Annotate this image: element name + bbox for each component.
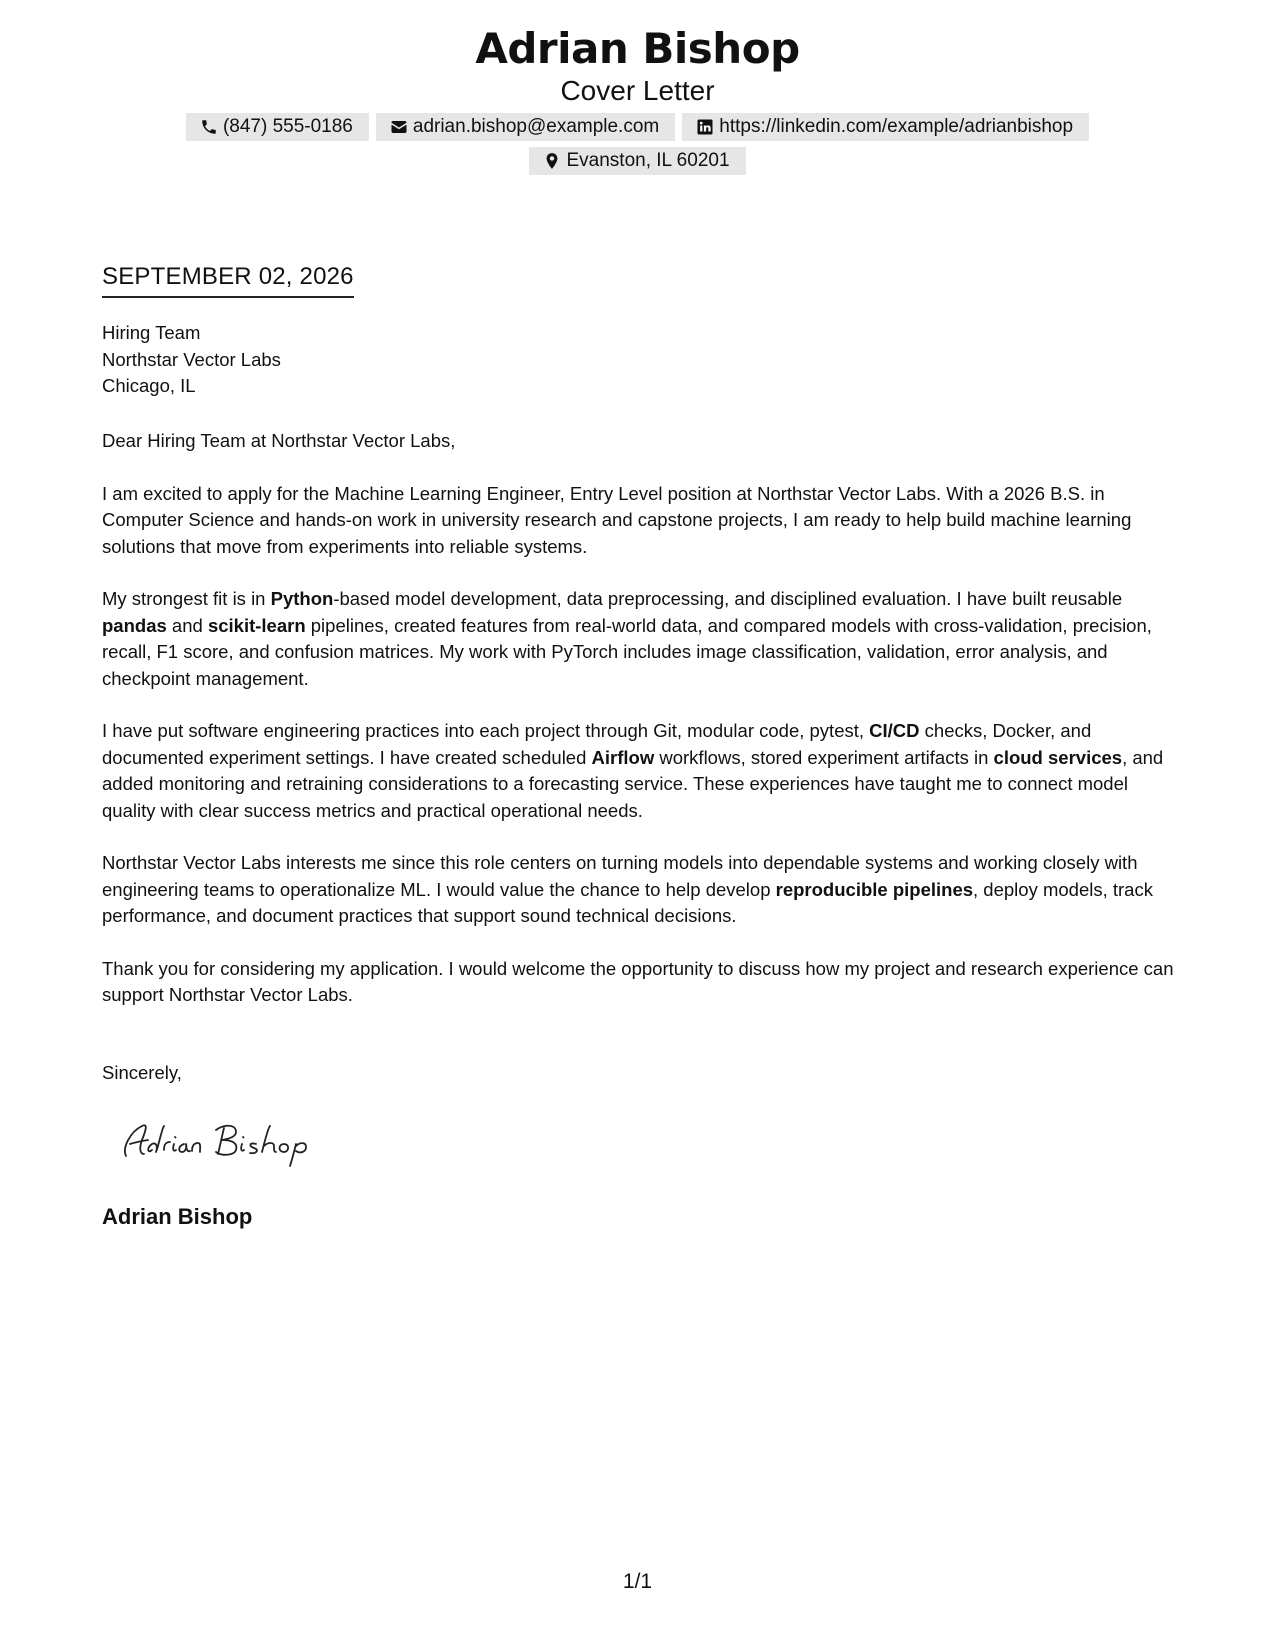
text-run: , deploy models, track performance, and document practices that support sound technical decisions. bbox=[102, 878, 1153, 926]
document-subtitle: Cover Letter bbox=[560, 75, 715, 106]
handwritten-signature bbox=[112, 1110, 352, 1170]
recipient-line: Northstar Vector Labs bbox=[102, 348, 281, 370]
linkedin-icon bbox=[696, 118, 714, 136]
text-run: checks, Docker, and documented experiment settings. I have created scheduled bbox=[102, 720, 1092, 768]
letter-body bbox=[102, 428, 1182, 1035]
keyword: CI/CD bbox=[869, 720, 920, 741]
closing: Sincerely, bbox=[102, 1062, 182, 1083]
contact-location-text: Evanston, IL 60201 bbox=[566, 150, 730, 171]
contact-email-text: adrian.bishop@example.com bbox=[412, 116, 660, 137]
letter-header bbox=[0, 22, 1275, 108]
recipient-line: Hiring Team bbox=[102, 322, 201, 343]
text-run: , and added monitoring and retraining considerations to a forecasting service. These experiences have taught me to connect model quality with clear success metrics and practical operational needs. bbox=[102, 746, 1164, 821]
text-run: Northstar Vector Labs interests me since this role centers on turning models into dependable systems and working closely with engineering teams to operationalize ML. I would value the chance to help develop bbox=[102, 852, 1138, 900]
keyword: Airflow bbox=[591, 746, 655, 768]
signer-name: Adrian Bishop bbox=[102, 1204, 253, 1229]
contact-phone-text: (847) 555-0186 bbox=[222, 116, 353, 137]
contact-email[interactable] bbox=[376, 113, 675, 141]
keyword: pandas bbox=[102, 614, 167, 636]
letter-date: SEPTEMBER 02, 2026 bbox=[102, 262, 354, 298]
map-pin-icon bbox=[543, 152, 561, 170]
recipient-block bbox=[102, 320, 281, 400]
paragraph-engineering bbox=[102, 718, 1182, 824]
text-run: I have put software engineering practices into each project through Git, modular code, pytest, bbox=[102, 720, 870, 741]
contact-row bbox=[0, 113, 1275, 141]
text-run: and bbox=[166, 614, 208, 636]
contact-linkedin[interactable] bbox=[682, 113, 1089, 141]
contact-row-2 bbox=[0, 147, 1275, 175]
keyword: cloud services bbox=[993, 746, 1123, 768]
envelope-icon bbox=[390, 118, 408, 136]
paragraph-thanks: Thank you for considering my application. I would welcome the opportunity to discuss how my project and research experience can support Northstar Vector Labs. bbox=[102, 957, 1174, 1005]
paragraph-skills bbox=[102, 586, 1182, 692]
salutation: Dear Hiring Team at Northstar Vector Labs, bbox=[102, 430, 456, 451]
contact-phone[interactable] bbox=[186, 113, 369, 141]
keyword: reproducible pipelines bbox=[775, 878, 974, 900]
page-number: 1/1 bbox=[622, 1570, 653, 1593]
text-run: workflows, stored experiment artifacts in bbox=[654, 746, 994, 768]
contact-location[interactable] bbox=[529, 147, 745, 175]
paragraph-motivation bbox=[102, 850, 1182, 930]
phone-icon bbox=[200, 118, 218, 136]
applicant-name: Adrian Bishop bbox=[475, 24, 800, 73]
text-run: My strongest fit is in bbox=[102, 588, 271, 609]
recipient-line: Chicago, IL bbox=[102, 375, 196, 396]
paragraph-intro: I am excited to apply for the Machine Learning Engineer, Entry Level position at Northstar Vector Labs. With a 2026 B.S. in Computer Science and hands-on work in university research and capstone projects, I am ready to help build machine learning solutions that move from experiments into reliable systems. bbox=[102, 482, 1132, 557]
contact-linkedin-text: https://linkedin.com/example/adrianbishop bbox=[719, 116, 1074, 137]
text-run: -based model development, data preprocessing, and disciplined evaluation. I have built reusable bbox=[333, 588, 1123, 609]
keyword: Python bbox=[270, 588, 334, 609]
text-run: pipelines, created features from real-world data, and compared models with cross-validation, precision, recall, F1 score, and confusion matrices. My work with PyTorch includes image classification, validation, error analysis, and checkpoint management. bbox=[102, 614, 1152, 689]
keyword: scikit-learn bbox=[207, 614, 306, 636]
